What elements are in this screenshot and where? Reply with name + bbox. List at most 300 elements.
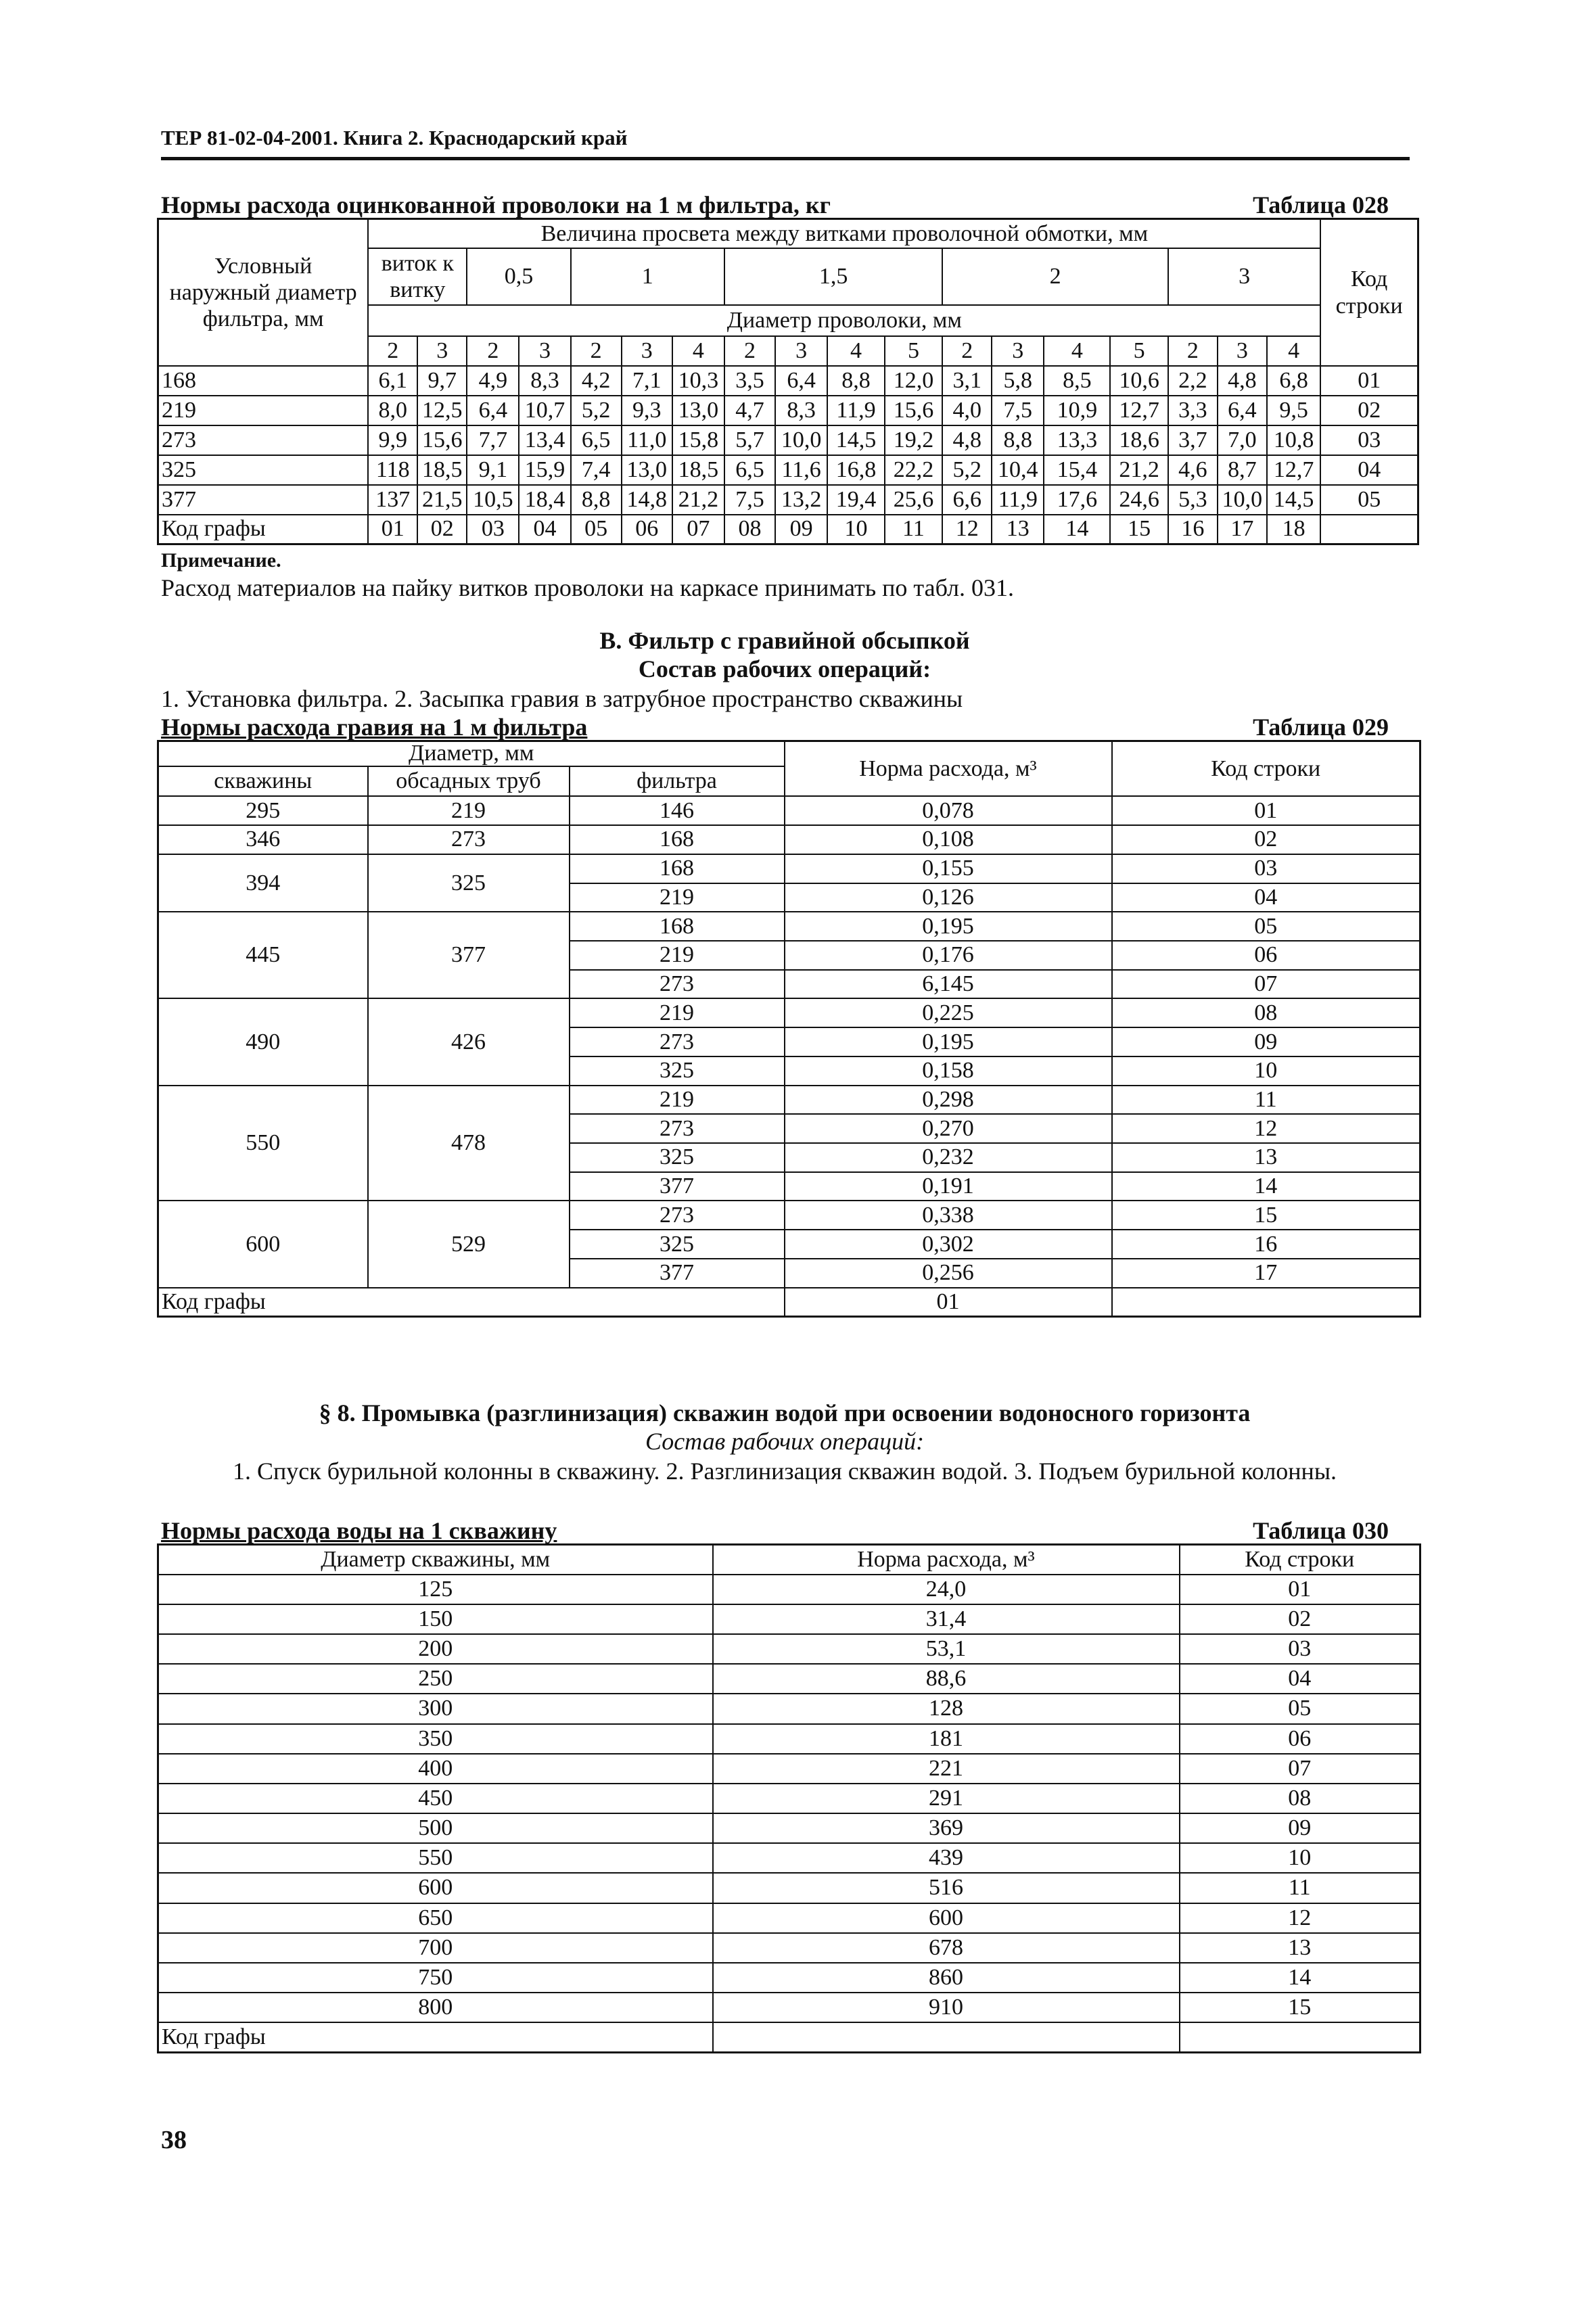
t028-head-gap: Величина просвета между витками проволочной обмотки, мм xyxy=(368,219,1320,249)
t028-value: 9,9 xyxy=(368,425,417,455)
t028-value: 2,2 xyxy=(1168,366,1218,396)
t029-norm: 0,270 xyxy=(785,1114,1112,1143)
t029-norm: 0,078 xyxy=(785,796,1112,825)
t028-value: 10,7 xyxy=(519,396,570,425)
t028-value: 7,0 xyxy=(1218,425,1267,455)
t029-casing-diameter: 426 xyxy=(368,998,570,1085)
t028-value: 5,8 xyxy=(992,366,1044,396)
t028-value: 10,9 xyxy=(1044,396,1110,425)
t028-value: 18,5 xyxy=(417,455,467,485)
t028-value: 4,2 xyxy=(571,366,622,396)
t030-norm: 369 xyxy=(713,1813,1180,1843)
t028-value: 11,9 xyxy=(992,485,1044,515)
t030-well-diameter: 700 xyxy=(158,1933,713,1963)
t030-norm: 181 xyxy=(713,1724,1180,1754)
t029-filter-diameter: 325 xyxy=(570,1230,785,1259)
t029-row-code: 06 xyxy=(1112,941,1420,970)
t028-wire-diameter: 2 xyxy=(467,336,519,366)
t028-graph-code: 14 xyxy=(1044,515,1110,544)
table-row xyxy=(158,796,1420,825)
table-row xyxy=(158,455,1418,485)
t029-filter-diameter: 325 xyxy=(570,1143,785,1172)
table-row xyxy=(158,1724,1420,1754)
t028-value: 6,5 xyxy=(724,455,775,485)
t030-norm: 291 xyxy=(713,1784,1180,1813)
table-row xyxy=(158,854,1420,883)
t028-value: 8,5 xyxy=(1044,366,1110,396)
section-b-title: В. Фильтр с гравийной обсыпкой xyxy=(599,627,970,654)
t030-row-code: 15 xyxy=(1180,1993,1420,2022)
t028-gap-1: 0,5 xyxy=(467,248,570,305)
t030-row-code: 07 xyxy=(1180,1754,1420,1784)
t030-graph-row xyxy=(158,2022,1420,2052)
t029-well-diameter: 394 xyxy=(158,854,368,912)
t029-filter-diameter: 219 xyxy=(570,883,785,912)
t028-value: 5,7 xyxy=(724,425,775,455)
t030-norm: 910 xyxy=(713,1993,1180,2022)
t029-filter-diameter: 273 xyxy=(570,1114,785,1143)
t029-norm: 0,195 xyxy=(785,912,1112,941)
t028-graph-label: Код графы xyxy=(158,515,369,544)
t028-value: 12,5 xyxy=(417,396,467,425)
t028-value: 22,2 xyxy=(885,455,943,485)
t029-casing-diameter: 273 xyxy=(368,825,570,854)
t028-value: 15,6 xyxy=(417,425,467,455)
t028-filter-diameter: 325 xyxy=(158,455,369,485)
t030-row-code: 12 xyxy=(1180,1903,1420,1933)
t029-well-diameter: 295 xyxy=(158,796,368,825)
t030-caption: Нормы расхода воды на 1 скважину xyxy=(161,1517,557,1544)
table-row xyxy=(158,1201,1420,1230)
t029-well-diameter: 600 xyxy=(158,1201,368,1287)
t028-value: 4,8 xyxy=(942,425,992,455)
t028-wire-diameter: 5 xyxy=(885,336,943,366)
t028-value: 11,0 xyxy=(622,425,672,455)
t030-norm: 678 xyxy=(713,1933,1180,1963)
t030-norm: 439 xyxy=(713,1843,1180,1873)
t028-value: 6,4 xyxy=(467,396,519,425)
t029-norm: 0,176 xyxy=(785,941,1112,970)
t028-gap-4: 2 xyxy=(942,248,1168,305)
t028-wire-diameter: 2 xyxy=(571,336,622,366)
t029-filter-diameter: 168 xyxy=(570,854,785,883)
t029-well-diameter: 550 xyxy=(158,1086,368,1201)
t028-row-code: 03 xyxy=(1320,425,1418,455)
t028-value: 10,8 xyxy=(1267,425,1321,455)
t030-row-code: 01 xyxy=(1180,1575,1420,1604)
t028-wire-diameter: 2 xyxy=(942,336,992,366)
t028-graph-code: 09 xyxy=(775,515,827,544)
table-028 xyxy=(157,218,1419,545)
page-number: 38 xyxy=(161,2126,187,2154)
t029-row-code: 17 xyxy=(1112,1259,1420,1288)
t029-filter-diameter: 273 xyxy=(570,970,785,999)
t029-casing-diameter: 529 xyxy=(368,1201,570,1287)
t030-norm: 88,6 xyxy=(713,1664,1180,1694)
table-row xyxy=(158,1634,1420,1664)
t029-head-code: Код строки xyxy=(1112,741,1420,797)
t028-row-code: 02 xyxy=(1320,396,1418,425)
t028-value: 13,2 xyxy=(775,485,827,515)
t029-filter-diameter: 219 xyxy=(570,1086,785,1115)
t029-label: Таблица 029 xyxy=(1253,714,1389,741)
t030-graph-empty xyxy=(1180,2022,1420,2052)
t030-norm: 128 xyxy=(713,1694,1180,1723)
t028-value: 24,6 xyxy=(1110,485,1168,515)
t029-caption: Нормы расхода гравия на 1 м фильтра xyxy=(161,714,588,741)
table-row xyxy=(158,425,1418,455)
t030-row-code: 03 xyxy=(1180,1634,1420,1664)
t029-row-code: 15 xyxy=(1112,1201,1420,1230)
table-row xyxy=(158,1694,1420,1723)
t029-filter-diameter: 168 xyxy=(570,825,785,854)
t029-casing-diameter: 219 xyxy=(368,796,570,825)
t030-norm: 860 xyxy=(713,1963,1180,1993)
t028-wire-diameter: 3 xyxy=(417,336,467,366)
t029-head-filter: фильтра xyxy=(570,766,785,797)
t028-value: 4,0 xyxy=(942,396,992,425)
t028-value: 18,4 xyxy=(519,485,570,515)
t030-well-diameter: 650 xyxy=(158,1903,713,1933)
t028-value: 8,3 xyxy=(775,396,827,425)
t030-well-diameter: 450 xyxy=(158,1784,713,1813)
t030-norm: 221 xyxy=(713,1754,1180,1784)
t030-row-code: 11 xyxy=(1180,1873,1420,1903)
t028-value: 5,2 xyxy=(942,455,992,485)
t028-wire-diameter: 5 xyxy=(1110,336,1168,366)
t029-row-code: 04 xyxy=(1112,883,1420,912)
t028-value: 21,2 xyxy=(672,485,724,515)
t028-value: 17,6 xyxy=(1044,485,1110,515)
t028-value: 12,0 xyxy=(885,366,943,396)
t030-well-diameter: 150 xyxy=(158,1604,713,1634)
table-row xyxy=(158,998,1420,1027)
t030-norm: 600 xyxy=(713,1903,1180,1933)
header-rule xyxy=(161,157,1410,160)
t029-norm: 0,108 xyxy=(785,825,1112,854)
t028-graph-code: 06 xyxy=(622,515,672,544)
t030-head-code: Код строки xyxy=(1180,1545,1420,1575)
t028-gap-3: 1,5 xyxy=(724,248,942,305)
t028-value: 7,7 xyxy=(467,425,519,455)
t028-value: 7,1 xyxy=(622,366,672,396)
t030-row-code: 02 xyxy=(1180,1604,1420,1634)
t028-row-code: 04 xyxy=(1320,455,1418,485)
t029-filter-diameter: 273 xyxy=(570,1027,785,1056)
t028-value: 9,1 xyxy=(467,455,519,485)
t028-value: 10,3 xyxy=(672,366,724,396)
t029-row-code: 03 xyxy=(1112,854,1420,883)
t028-wire-diameter: 3 xyxy=(519,336,570,366)
t028-graph-code: 05 xyxy=(571,515,622,544)
t029-filter-diameter: 325 xyxy=(570,1056,785,1086)
t028-note: Расход материалов на пайку витков проволоки на каркасе принимать по табл. 031. xyxy=(161,574,1014,601)
t029-row-code: 09 xyxy=(1112,1027,1420,1056)
t029-norm: 0,126 xyxy=(785,883,1112,912)
t028-value: 10,6 xyxy=(1110,366,1168,396)
t028-wire-diameter: 4 xyxy=(827,336,884,366)
t028-value: 25,6 xyxy=(885,485,943,515)
t028-value: 4,8 xyxy=(1218,366,1267,396)
t028-graph-code: 03 xyxy=(467,515,519,544)
table-row xyxy=(158,912,1420,941)
section-8-ops-title: Состав рабочих операций: xyxy=(645,1428,925,1455)
t029-graph-empty xyxy=(1112,1288,1420,1317)
t028-graph-code: 04 xyxy=(519,515,570,544)
t029-well-diameter: 445 xyxy=(158,912,368,998)
t028-row-code: 01 xyxy=(1320,366,1418,396)
t029-casing-diameter: 478 xyxy=(368,1086,570,1201)
t028-filter-diameter: 219 xyxy=(158,396,369,425)
t028-value: 11,9 xyxy=(827,396,884,425)
t028-wire-diameter: 2 xyxy=(1168,336,1218,366)
t029-norm: 0,155 xyxy=(785,854,1112,883)
t028-row-code: 05 xyxy=(1320,485,1418,515)
t030-row-code: 08 xyxy=(1180,1784,1420,1813)
t030-well-diameter: 300 xyxy=(158,1694,713,1723)
t028-filter-diameter: 168 xyxy=(158,366,369,396)
t028-wire-diameter: 4 xyxy=(1267,336,1321,366)
t028-graph-code: 10 xyxy=(827,515,884,544)
table-row xyxy=(158,1575,1420,1604)
t030-row-code: 06 xyxy=(1180,1724,1420,1754)
t029-head-casing: обсадных труб xyxy=(368,766,570,797)
t029-row-code: 14 xyxy=(1112,1172,1420,1201)
t028-graph-code: 17 xyxy=(1218,515,1267,544)
table-row xyxy=(158,1873,1420,1903)
table-029 xyxy=(157,740,1421,1318)
t028-value: 4,9 xyxy=(467,366,519,396)
t028-graph-code: 07 xyxy=(672,515,724,544)
t028-value: 6,5 xyxy=(571,425,622,455)
t028-value: 15,8 xyxy=(672,425,724,455)
t028-value: 8,3 xyxy=(519,366,570,396)
t029-norm: 0,158 xyxy=(785,1056,1112,1086)
t029-norm: 0,191 xyxy=(785,1172,1112,1201)
t029-filter-diameter: 377 xyxy=(570,1172,785,1201)
t030-well-diameter: 200 xyxy=(158,1634,713,1664)
t029-row-code: 07 xyxy=(1112,970,1420,999)
t028-value: 6,6 xyxy=(942,485,992,515)
t029-filter-diameter: 219 xyxy=(570,941,785,970)
t029-row-code: 16 xyxy=(1112,1230,1420,1259)
t029-well-diameter: 346 xyxy=(158,825,368,854)
t030-well-diameter: 550 xyxy=(158,1843,713,1873)
t030-norm: 53,1 xyxy=(713,1634,1180,1664)
t028-value: 13,4 xyxy=(519,425,570,455)
t028-value: 3,5 xyxy=(724,366,775,396)
t029-graph-code: 01 xyxy=(785,1288,1112,1317)
t028-graph-code: 15 xyxy=(1110,515,1168,544)
t029-head-diameter: Диаметр, мм xyxy=(158,741,785,766)
t028-value: 8,0 xyxy=(368,396,417,425)
t029-casing-diameter: 325 xyxy=(368,854,570,912)
t030-well-diameter: 500 xyxy=(158,1813,713,1843)
t028-value: 4,6 xyxy=(1168,455,1218,485)
table-row xyxy=(158,825,1420,854)
t030-head-norm: Норма расхода, м³ xyxy=(713,1545,1180,1575)
table-row xyxy=(158,1754,1420,1784)
table-row xyxy=(158,1604,1420,1634)
t028-graph-code: 12 xyxy=(942,515,992,544)
t028-value: 15,6 xyxy=(885,396,943,425)
t030-row-code: 04 xyxy=(1180,1664,1420,1694)
t029-filter-diameter: 168 xyxy=(570,912,785,941)
table-row xyxy=(158,1664,1420,1694)
t028-value: 14,5 xyxy=(1267,485,1321,515)
t028-wire-diameter: 3 xyxy=(992,336,1044,366)
t028-value: 12,7 xyxy=(1110,396,1168,425)
t028-value: 5,2 xyxy=(571,396,622,425)
table-030 xyxy=(157,1543,1421,2053)
t028-value: 10,0 xyxy=(775,425,827,455)
t029-norm: 6,145 xyxy=(785,970,1112,999)
t028-value: 5,3 xyxy=(1168,485,1218,515)
t028-wire-diameter: 3 xyxy=(622,336,672,366)
t029-norm: 0,302 xyxy=(785,1230,1112,1259)
t028-value: 18,5 xyxy=(672,455,724,485)
t029-norm: 0,256 xyxy=(785,1259,1112,1288)
t028-value: 8,8 xyxy=(571,485,622,515)
t029-head-well: скважины xyxy=(158,766,368,797)
t028-gap-2: 1 xyxy=(571,248,724,305)
t030-well-diameter: 125 xyxy=(158,1575,713,1604)
t029-graph-row xyxy=(158,1288,1420,1317)
t029-norm: 0,195 xyxy=(785,1027,1112,1056)
t029-casing-diameter: 377 xyxy=(368,912,570,998)
section-8-ops: 1. Спуск бурильной колонны в скважину. 2. Разглинизация скважин водой. 3. Подъем бурильной колонны. xyxy=(232,1458,1337,1485)
t029-norm: 0,298 xyxy=(785,1086,1112,1115)
t028-value: 8,7 xyxy=(1218,455,1267,485)
t029-row-code: 11 xyxy=(1112,1086,1420,1115)
t028-value: 12,7 xyxy=(1267,455,1321,485)
table-row xyxy=(158,1086,1420,1115)
t028-wire-diameter: 4 xyxy=(672,336,724,366)
t028-value: 7,4 xyxy=(571,455,622,485)
t029-row-code: 08 xyxy=(1112,998,1420,1027)
t028-value: 118 xyxy=(368,455,417,485)
t030-norm: 31,4 xyxy=(713,1604,1180,1634)
t028-value: 16,8 xyxy=(827,455,884,485)
t028-value: 13,0 xyxy=(672,396,724,425)
t028-value: 10,0 xyxy=(1218,485,1267,515)
t028-graph-code: 18 xyxy=(1267,515,1321,544)
t030-row-code: 13 xyxy=(1180,1933,1420,1963)
section-b-ops-title: Состав рабочих операций: xyxy=(638,655,931,682)
t028-wire-diameter: 3 xyxy=(775,336,827,366)
table-row xyxy=(158,1903,1420,1933)
t028-value: 14,5 xyxy=(827,425,884,455)
t028-graph-code: 01 xyxy=(368,515,417,544)
t030-graph-label: Код графы xyxy=(158,2022,713,2052)
t028-graph-code: 16 xyxy=(1168,515,1218,544)
t028-value: 21,5 xyxy=(417,485,467,515)
t029-row-code: 12 xyxy=(1112,1114,1420,1143)
t028-value: 10,4 xyxy=(992,455,1044,485)
t028-value: 3,3 xyxy=(1168,396,1218,425)
t028-value: 6,4 xyxy=(775,366,827,396)
t028-value: 3,7 xyxy=(1168,425,1218,455)
t030-label: Таблица 030 xyxy=(1253,1517,1389,1544)
t030-well-diameter: 350 xyxy=(158,1724,713,1754)
t028-value: 8,8 xyxy=(827,366,884,396)
t030-row-code: 05 xyxy=(1180,1694,1420,1723)
t028-value: 9,5 xyxy=(1267,396,1321,425)
t028-value: 11,6 xyxy=(775,455,827,485)
t028-graph-row xyxy=(158,515,1418,544)
t029-well-diameter: 490 xyxy=(158,998,368,1085)
t030-well-diameter: 750 xyxy=(158,1963,713,1993)
t028-graph-code: 11 xyxy=(885,515,943,544)
t028-caption: Нормы расхода оцинкованной проволоки на 1 м фильтра, кг xyxy=(161,191,831,218)
t028-value: 9,3 xyxy=(622,396,672,425)
t028-wire-diameter: 2 xyxy=(724,336,775,366)
t030-well-diameter: 800 xyxy=(158,1993,713,2022)
t028-value: 4,7 xyxy=(724,396,775,425)
t030-row-code: 10 xyxy=(1180,1843,1420,1873)
t028-gap-5: 3 xyxy=(1168,248,1321,305)
t030-norm: 516 xyxy=(713,1873,1180,1903)
t029-row-code: 10 xyxy=(1112,1056,1420,1086)
section-8-title: § 8. Промывка (разглинизация) скважин водой при освоении водоносного горизонта xyxy=(319,1399,1251,1426)
t028-filter-diameter: 377 xyxy=(158,485,369,515)
t029-graph-label: Код графы xyxy=(158,1288,785,1317)
t028-value: 15,4 xyxy=(1044,455,1110,485)
t029-row-code: 01 xyxy=(1112,796,1420,825)
t028-value: 19,4 xyxy=(827,485,884,515)
t030-well-diameter: 400 xyxy=(158,1754,713,1784)
t028-value: 7,5 xyxy=(992,396,1044,425)
t028-graph-code: 02 xyxy=(417,515,467,544)
t028-value: 8,8 xyxy=(992,425,1044,455)
t028-value: 3,1 xyxy=(942,366,992,396)
t028-value: 7,5 xyxy=(724,485,775,515)
t028-value: 6,1 xyxy=(368,366,417,396)
table-row xyxy=(158,366,1418,396)
table-row xyxy=(158,1933,1420,1963)
t028-head-diameter: Условный наружный диаметр фильтра, мм xyxy=(158,219,369,367)
t028-wire-diameter: 4 xyxy=(1044,336,1110,366)
section-b-ops: 1. Установка фильтра. 2. Засыпка гравия в затрубное пространство скважины xyxy=(161,685,963,712)
t028-value: 14,8 xyxy=(622,485,672,515)
t030-well-diameter: 600 xyxy=(158,1873,713,1903)
t030-norm: 24,0 xyxy=(713,1575,1180,1604)
t029-norm: 0,232 xyxy=(785,1143,1112,1172)
table-row xyxy=(158,1784,1420,1813)
t028-head-code: Код строки xyxy=(1320,219,1418,367)
t030-graph-empty xyxy=(713,2022,1180,2052)
t028-value: 6,8 xyxy=(1267,366,1321,396)
t028-value: 13,0 xyxy=(622,455,672,485)
t028-filter-diameter: 273 xyxy=(158,425,369,455)
running-header: ТЕР 81-02-04-2001. Книга 2. Краснодарский край xyxy=(161,126,628,149)
t028-value: 19,2 xyxy=(885,425,943,455)
table-row xyxy=(158,396,1418,425)
t028-head-wire: Диаметр проволоки, мм xyxy=(368,305,1320,336)
t029-row-code: 02 xyxy=(1112,825,1420,854)
t028-value: 21,2 xyxy=(1110,455,1168,485)
t028-graph-code: 08 xyxy=(724,515,775,544)
t028-graph-code: 13 xyxy=(992,515,1044,544)
t028-value: 13,3 xyxy=(1044,425,1110,455)
t029-filter-diameter: 219 xyxy=(570,998,785,1027)
t030-row-code: 09 xyxy=(1180,1813,1420,1843)
t029-filter-diameter: 273 xyxy=(570,1201,785,1230)
t028-label: Таблица 028 xyxy=(1253,191,1389,218)
table-row xyxy=(158,1843,1420,1873)
table-row xyxy=(158,1813,1420,1843)
table-row xyxy=(158,1993,1420,2022)
